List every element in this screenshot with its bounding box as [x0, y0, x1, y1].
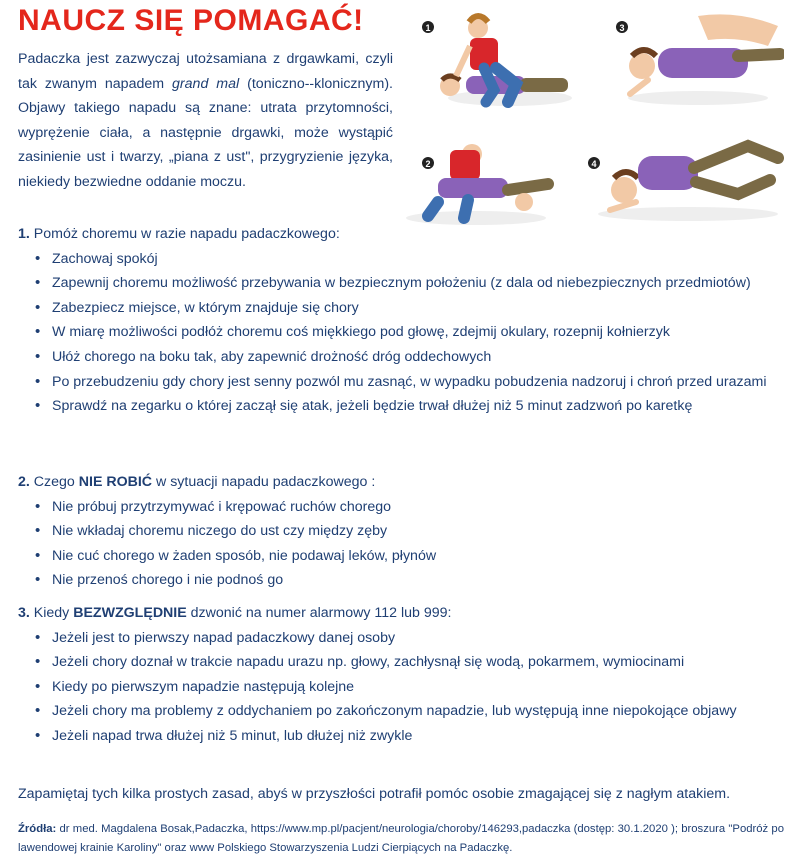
illustration-step-2	[406, 144, 548, 225]
section-number: 2.	[18, 474, 30, 490]
list-item: • Zapewnij choremu możliwość przebywania w bezpiecznym położeniu (z dala od niebezpiecznych przedmiotów)	[18, 271, 784, 296]
intro-text-2: (toniczno--klonicznym). Objawy takiego napadu są znane: utrata przytomności, wyprężenie ciała, a następnie drgawki, może wystąpić zasinienie ust i twarzy, „piana z ust", przygryzienie języka, niekiedy bezwiedne oddanie moczu.	[18, 75, 393, 190]
section-heading-pre: Czego	[29, 474, 79, 490]
section-when-to-call	[18, 601, 784, 749]
intro-paragraph	[18, 47, 393, 195]
list-item: • Ułóż chorego na boku tak, aby zapewnić drożność dróg oddechowych	[18, 345, 784, 370]
step-number-1: 1	[425, 23, 431, 33]
section-heading	[18, 222, 784, 247]
list-item: • Kiedy po pierwszym napadzie następują kolejne	[18, 675, 784, 700]
list-item: • Nie wkładaj choremu niczego do ust czy między zęby	[18, 519, 784, 544]
list-item: • Jeżeli napad trwa dłużej niż 5 minut, lub dłużej niż zwykle	[18, 724, 784, 749]
illustration-step-1	[422, 16, 572, 106]
step-number-2: 2	[425, 159, 431, 169]
intro-text-1: Padaczka jest zazwyczaj utożsamiana z drgawkami, czyli tak zwanym napadem	[18, 51, 393, 92]
list-item: • Jeżeli chory ma problemy z oddychaniem po zakończonym napadzie, lub występują inne niepokojące objawy	[18, 699, 784, 724]
sources-footnote	[18, 820, 784, 858]
step-number-3: 3	[619, 23, 625, 33]
section-number: 3.	[18, 605, 30, 621]
page-title: NAUCZ SIĘ POMAGAĆ!	[18, 4, 364, 37]
list-item: • Nie przenoś chorego i nie podnoś go	[18, 568, 784, 593]
section-heading	[18, 470, 784, 495]
illustration-step-3	[616, 14, 780, 105]
list-item: • W miarę możliwości podłóż choremu coś miękkiego pod głowę, zdejmij okulary, rozepnij kołnierzyk	[18, 320, 784, 345]
section-heading-post: dzwonić na numer alarmowy 112 lub 999:	[186, 605, 452, 621]
section-heading	[18, 601, 784, 626]
section-heading-text: Pomóż choremu w razie napadu padaczkowego:	[29, 226, 340, 242]
list-item: • Zachowaj spokój	[18, 247, 784, 272]
bullet-list	[18, 626, 784, 749]
list-item: • Sprawdź na zegarku o której zaczął się atak, jeżeli będzie trwał dłużej niż 5 minut zadzwoń po karetkę	[18, 394, 784, 419]
section-heading-emphasis: BEZWZGLĘDNIE	[73, 605, 187, 621]
closing-note: Zapamiętaj tych kilka prostych zasad, abyś w przyszłości potrafił pomóc osobie zmagającej się z nagłym atakiem.	[18, 786, 731, 802]
list-item: • Nie cuć chorego w żaden sposób, nie podawaj leków, płynów	[18, 544, 784, 569]
first-aid-illustrations	[398, 6, 784, 228]
list-item: • Nie próbuj przytrzymywać i krępować ruchów chorego	[18, 495, 784, 520]
step-number-4: 4	[591, 159, 597, 169]
list-item: • Po przebudzeniu gdy chory jest senny pozwól mu zasnąć, w wypadku pobudzenia nadzoruj i chroń przed urazami	[18, 370, 784, 395]
section-what-to-do	[18, 222, 784, 419]
section-what-not-to-do	[18, 470, 784, 593]
sources-label: Źródła:	[18, 823, 57, 835]
section-heading-emphasis: NIE ROBIĆ	[78, 474, 153, 490]
sources-text: dr med. Magdalena Bosak,Padaczka, https://www.mp.pl/pacjent/neurologia/choroby/146293,padaczka (dostęp: 30.1.2020 ); broszura "Podróż po lawendowej krainie Karoliny" oraz www Polskiego Stowarzyszenia Ludzi Cierpiących na Padaczkę.	[18, 823, 784, 854]
illustration-step-4	[588, 146, 778, 221]
intro-italic-term: grand mal	[172, 75, 240, 92]
bullet-list	[18, 247, 784, 419]
section-heading-post: w sytuacji napadu padaczkowego :	[152, 474, 376, 490]
list-item: • Zabezpiecz miejsce, w którym znajduje się chory	[18, 296, 784, 321]
section-heading-pre: Kiedy	[29, 605, 74, 621]
list-item: • Jeżeli chory doznał w trakcie napadu urazu np. głowy, zachłysnął się wodą, pokarmem, wymiocinami	[18, 650, 784, 675]
list-item: • Jeżeli jest to pierwszy napad padaczkowy danej osoby	[18, 626, 784, 651]
bullet-list	[18, 495, 784, 593]
section-number: 1.	[18, 226, 30, 242]
